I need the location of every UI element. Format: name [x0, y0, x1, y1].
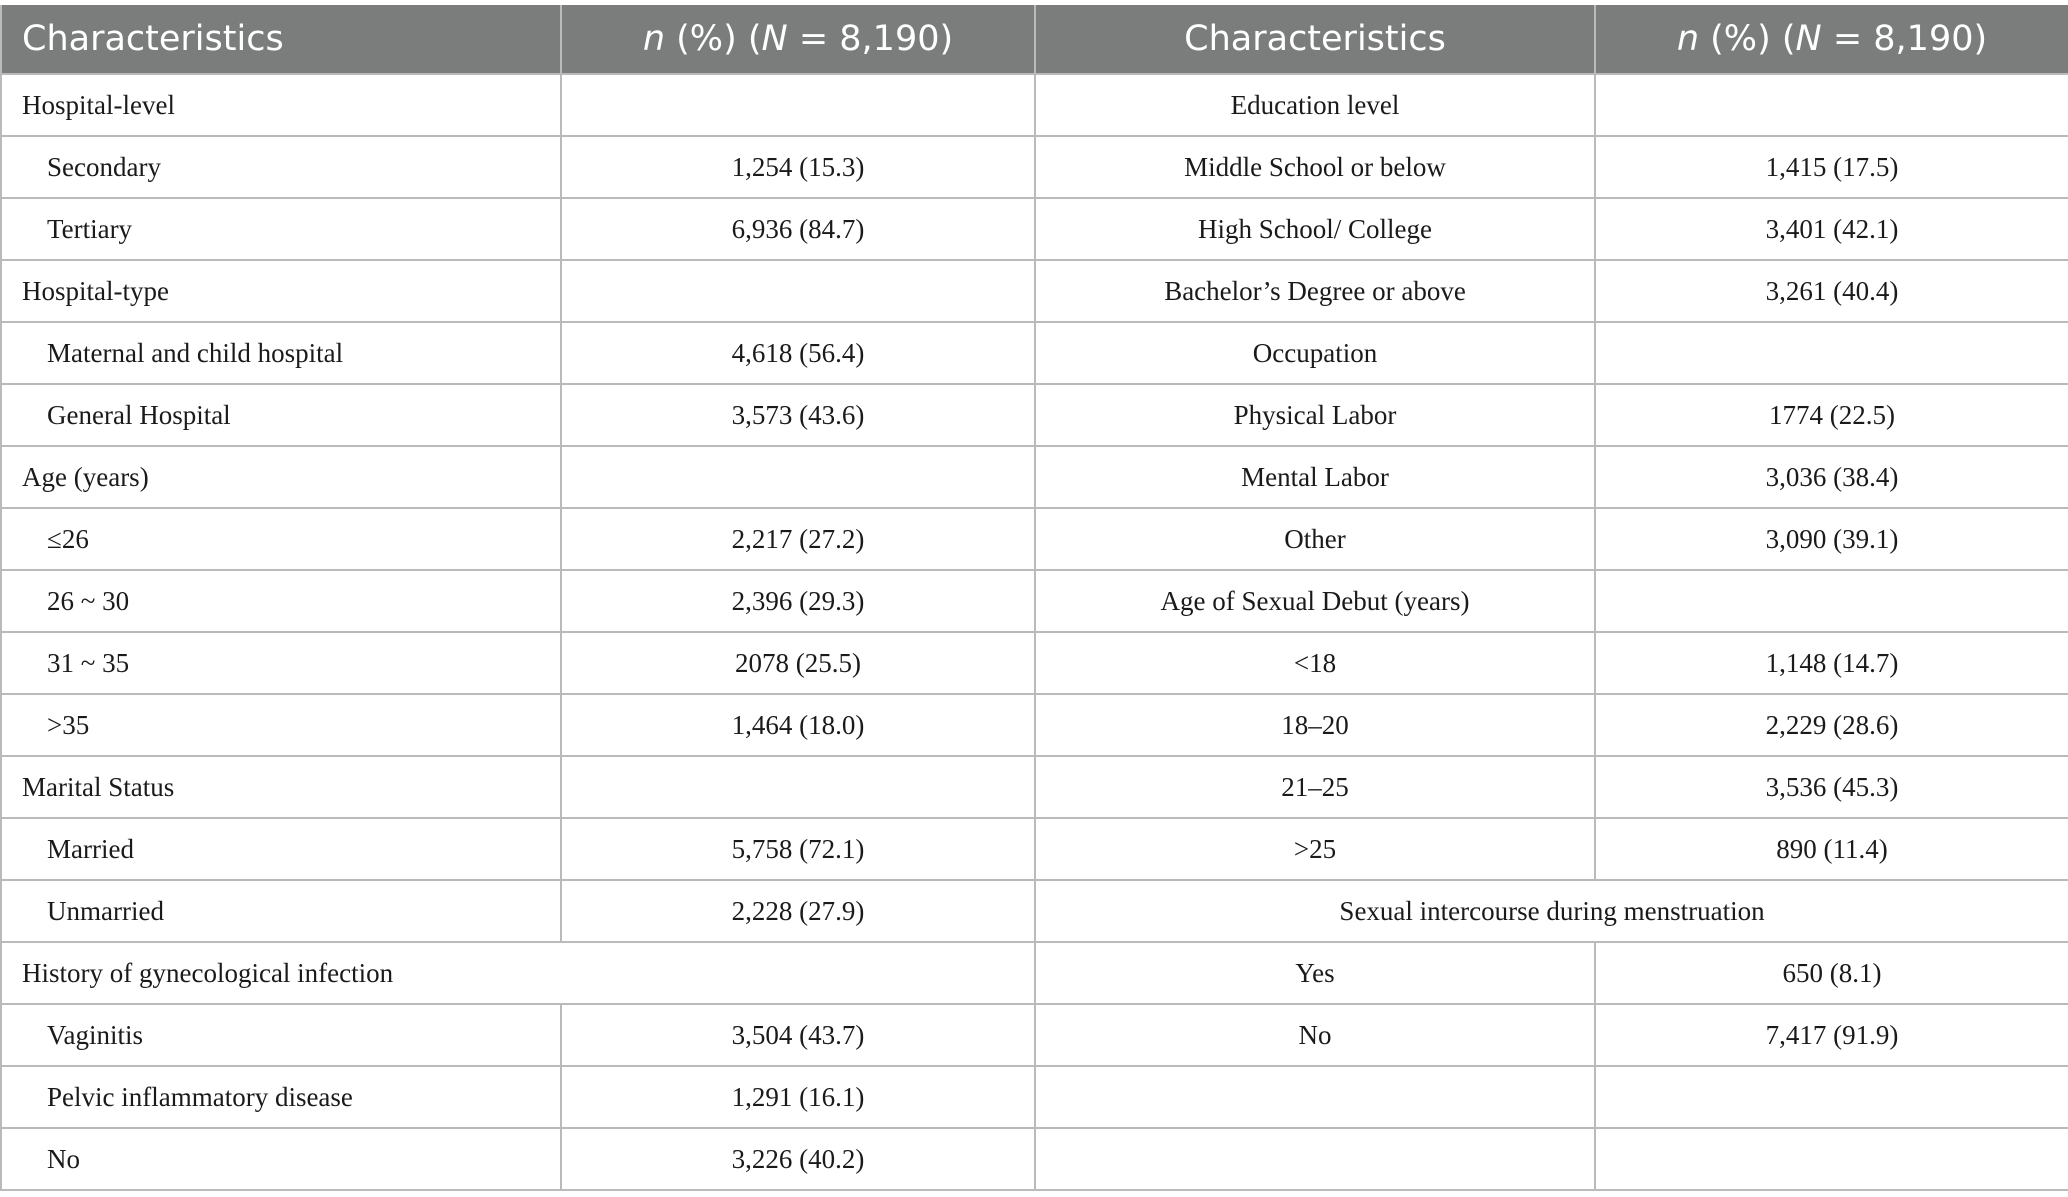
subcategory-label: 26 ~ 30 — [1, 570, 561, 632]
table-row — [1, 198, 2068, 260]
value-cell: 1,415 (17.5) — [1595, 136, 2068, 198]
table-row — [1, 446, 2068, 508]
value-cell: 3,090 (39.1) — [1595, 508, 2068, 570]
table-row — [1, 1066, 2068, 1128]
value-cell: 1774 (22.5) — [1595, 384, 2068, 446]
header-N-left: N — [761, 19, 788, 59]
subcategory-label: Unmarried — [1, 880, 561, 942]
empty-cell — [561, 260, 1035, 322]
table-row — [1, 880, 2068, 942]
value-cell: 650 (8.1) — [1595, 942, 2068, 1004]
category-label: Occupation — [1035, 322, 1595, 384]
value-cell: 3,036 (38.4) — [1595, 446, 2068, 508]
value-cell: 3,504 (43.7) — [561, 1004, 1035, 1066]
value-cell: 1,464 (18.0) — [561, 694, 1035, 756]
header-N-right: N — [1795, 19, 1822, 59]
header-pct-right: (%) ( — [1699, 19, 1796, 59]
empty-cell — [1035, 1128, 1595, 1190]
header-pct-left: (%) ( — [665, 19, 762, 59]
header-characteristics-left: Characteristics — [1, 5, 561, 74]
empty-cell — [1595, 1066, 2068, 1128]
header-n-percent-left — [561, 5, 1035, 74]
category-label: History of gynecological infection — [1, 942, 1035, 1004]
header-characteristics-right: Characteristics — [1035, 5, 1595, 74]
header-n-right: n — [1676, 19, 1700, 59]
table-body — [1, 74, 2068, 1190]
category-label: Age (years) — [1, 446, 561, 508]
subcategory-label: High School/ College — [1035, 198, 1595, 260]
subcategory-label: Tertiary — [1, 198, 561, 260]
value-cell: 3,226 (40.2) — [561, 1128, 1035, 1190]
value-cell: 2,229 (28.6) — [1595, 694, 2068, 756]
value-cell: 2,396 (29.3) — [561, 570, 1035, 632]
characteristics-table — [0, 5, 2068, 1191]
subcategory-label: Physical Labor — [1035, 384, 1595, 446]
value-cell: 3,261 (40.4) — [1595, 260, 2068, 322]
value-cell: 3,401 (42.1) — [1595, 198, 2068, 260]
empty-cell — [1035, 1066, 1595, 1128]
value-cell: 2,217 (27.2) — [561, 508, 1035, 570]
empty-cell — [1595, 74, 2068, 136]
subcategory-label: No — [1, 1128, 561, 1190]
table-row — [1, 570, 2068, 632]
table-row — [1, 632, 2068, 694]
table-row — [1, 1128, 2068, 1190]
value-cell: 3,536 (45.3) — [1595, 756, 2068, 818]
subcategory-label: Secondary — [1, 136, 561, 198]
subcategory-label: Other — [1035, 508, 1595, 570]
empty-cell — [1595, 570, 2068, 632]
value-cell: 7,417 (91.9) — [1595, 1004, 2068, 1066]
value-cell: 2078 (25.5) — [561, 632, 1035, 694]
table-row — [1, 260, 2068, 322]
value-cell: 1,254 (15.3) — [561, 136, 1035, 198]
subcategory-label: >35 — [1, 694, 561, 756]
subcategory-label: Married — [1, 818, 561, 880]
table-row — [1, 384, 2068, 446]
header-n-percent-right — [1595, 5, 2068, 74]
empty-cell — [561, 74, 1035, 136]
table-row — [1, 942, 2068, 1004]
subcategory-label: Pelvic inflammatory disease — [1, 1066, 561, 1128]
category-label: Education level — [1035, 74, 1595, 136]
value-cell: 2,228 (27.9) — [561, 880, 1035, 942]
header-n-left: n — [642, 19, 666, 59]
header-row — [1, 5, 2068, 74]
category-label: Sexual intercourse during menstruation — [1035, 880, 2068, 942]
value-cell: 3,573 (43.6) — [561, 384, 1035, 446]
table-row — [1, 818, 2068, 880]
subcategory-label: 18–20 — [1035, 694, 1595, 756]
value-cell: 1,148 (14.7) — [1595, 632, 2068, 694]
empty-cell — [561, 756, 1035, 818]
table-row — [1, 322, 2068, 384]
category-label: Age of Sexual Debut (years) — [1035, 570, 1595, 632]
subcategory-label: Maternal and child hospital — [1, 322, 561, 384]
header-total-right: = 8,190) — [1821, 19, 1988, 59]
category-label: Hospital-level — [1, 74, 561, 136]
empty-cell — [1595, 1128, 2068, 1190]
subcategory-label: Middle School or below — [1035, 136, 1595, 198]
subcategory-label: Vaginitis — [1, 1004, 561, 1066]
subcategory-label: <18 — [1035, 632, 1595, 694]
table-row — [1, 756, 2068, 818]
subcategory-label: ≤26 — [1, 508, 561, 570]
category-label: Hospital-type — [1, 260, 561, 322]
table-row — [1, 74, 2068, 136]
subcategory-label: Mental Labor — [1035, 446, 1595, 508]
subcategory-label: No — [1035, 1004, 1595, 1066]
table-row — [1, 1004, 2068, 1066]
subcategory-label: 31 ~ 35 — [1, 632, 561, 694]
empty-cell — [561, 446, 1035, 508]
empty-cell — [1595, 322, 2068, 384]
header-total-left: = 8,190) — [787, 19, 954, 59]
category-label: Marital Status — [1, 756, 561, 818]
table-row — [1, 508, 2068, 570]
subcategory-label: >25 — [1035, 818, 1595, 880]
value-cell: 6,936 (84.7) — [561, 198, 1035, 260]
value-cell: 1,291 (16.1) — [561, 1066, 1035, 1128]
value-cell: 890 (11.4) — [1595, 818, 2068, 880]
subcategory-label: Bachelor’s Degree or above — [1035, 260, 1595, 322]
value-cell: 4,618 (56.4) — [561, 322, 1035, 384]
subcategory-label: General Hospital — [1, 384, 561, 446]
table-header — [1, 5, 2068, 74]
value-cell: 5,758 (72.1) — [561, 818, 1035, 880]
table-row — [1, 136, 2068, 198]
subcategory-label: 21–25 — [1035, 756, 1595, 818]
table-row — [1, 694, 2068, 756]
subcategory-label: Yes — [1035, 942, 1595, 1004]
